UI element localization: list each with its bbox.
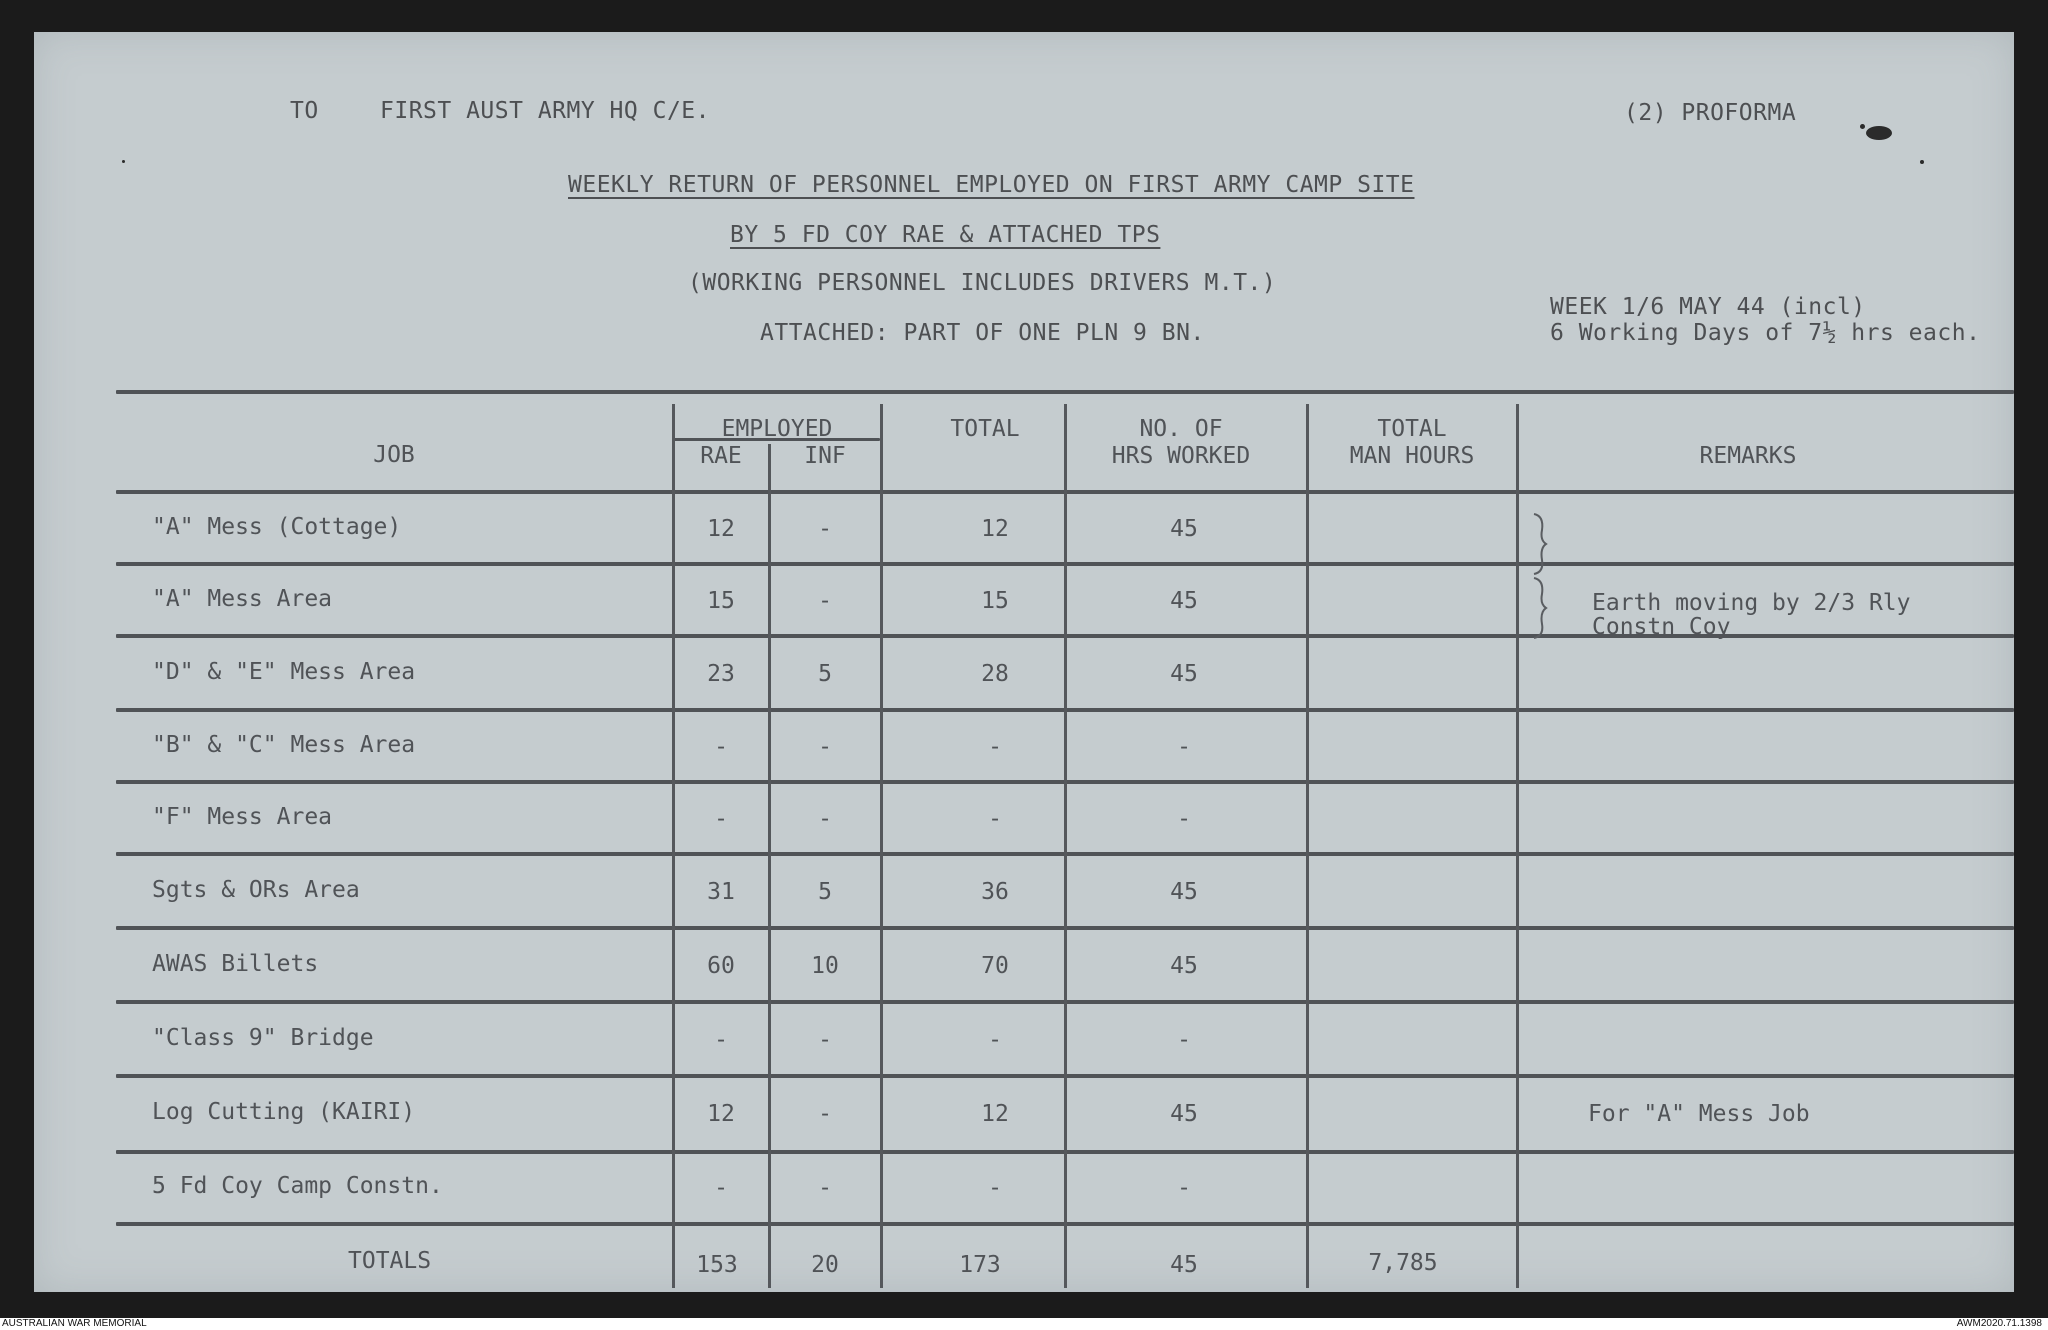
document-title: WEEKLY RETURN OF PERSONNEL EMPLOYED ON FIRST ARMY CAMP SITE [568,172,1415,198]
totals-rae: 153 [696,1252,738,1278]
week-label: WEEK 1/6 MAY 44 (incl) [1550,294,1866,320]
header-employed: EMPLOYED [721,416,833,442]
header-man-line1: TOTAL [1377,416,1447,442]
job-cell: Sgts & ORs Area [152,877,360,903]
rae-cell: - [714,806,728,832]
header-man-line2: MAN HOURS [1349,443,1475,469]
document-note: (WORKING PERSONNEL INCLUDES DRIVERS M.T.) [688,270,1277,296]
hrs-cell: - [1177,734,1191,760]
total-cell: 28 [981,661,1009,687]
rae-cell: 31 [707,879,735,905]
job-cell: "A" Mess Area [152,586,333,612]
table-top-rule [116,390,2014,394]
total-cell: 36 [981,879,1009,905]
header-hrs-line1: NO. OF [1139,416,1223,442]
job-cell: "D" & "E" Mess Area [152,659,416,685]
total-cell: 12 [981,516,1009,542]
remark-earth-line2: Constn Coy [1592,614,1731,640]
rae-cell: 60 [707,953,735,979]
job-cell: "B" & "C" Mess Area [152,732,416,758]
rae-cell: 12 [707,1101,735,1127]
rae-cell: - [714,734,728,760]
document-subtitle: BY 5 FD COY RAE & ATTACHED TPS [730,222,1161,248]
hrs-cell: - [1177,1175,1191,1201]
header-hrs-line2: HRS WORKED [1111,443,1251,469]
total-cell: 70 [981,953,1009,979]
column-divider [880,404,883,1288]
job-cell: 5 Fd Coy Camp Constn. [152,1173,443,1199]
inf-cell: 5 [818,661,832,687]
inf-cell: - [818,1175,832,1201]
footer-accession: AWM2020.71.1398 [1956,1318,2042,1329]
header-rae: RAE [700,443,742,469]
hrs-cell: 45 [1170,516,1198,542]
job-cell: "Class 9" Bridge [152,1025,374,1051]
brace-icon [1530,510,1554,644]
ink-speck [1920,160,1924,164]
inf-cell: - [818,588,832,614]
rae-cell: 12 [707,516,735,542]
job-cell: Log Cutting (KAIRI) [152,1099,416,1125]
inf-cell: - [818,1027,832,1053]
remark-earth-line1: Earth moving by 2/3 Rly [1592,590,1911,616]
total-cell: - [988,734,1002,760]
total-cell: 15 [981,588,1009,614]
remark-log: For "A" Mess Job [1588,1101,1810,1127]
rae-cell: - [714,1027,728,1053]
footer-strip [0,1318,2048,1330]
header-remarks: REMARKS [1699,443,1797,469]
totals-inf: 20 [811,1252,839,1278]
job-cell: "F" Mess Area [152,804,333,830]
hrs-cell: 45 [1170,588,1198,614]
total-cell: 12 [981,1101,1009,1127]
hrs-cell: - [1177,1027,1191,1053]
rae-cell: 23 [707,661,735,687]
inf-cell: - [818,1101,832,1127]
column-divider [1306,404,1309,1288]
header-job: JOB [373,442,415,468]
hrs-cell: 45 [1170,1101,1198,1127]
hrs-cell: 45 [1170,879,1198,905]
total-cell: - [988,806,1002,832]
ink-blot [1866,126,1892,140]
total-cell: - [988,1027,1002,1053]
rae-cell: - [714,1175,728,1201]
inf-cell: - [818,806,832,832]
ink-speck [122,160,125,163]
inf-cell: - [818,734,832,760]
inf-cell: - [818,516,832,542]
inf-cell: 5 [818,879,832,905]
column-divider [1516,404,1519,1288]
hrs-cell: 45 [1170,661,1198,687]
to-label: TO [290,98,319,124]
to-value: FIRST AUST ARMY HQ C/E. [380,98,710,124]
totals-label: TOTALS [348,1248,432,1274]
job-cell: AWAS Billets [152,951,319,977]
totals-total: 173 [959,1252,1001,1278]
hrs-cell: - [1177,806,1191,832]
footer-credit: AUSTRALIAN WAR MEMORIAL [2,1318,147,1329]
column-divider [768,444,771,1288]
job-cell: "A" Mess (Cottage) [152,514,402,540]
header-total: TOTAL [950,416,1020,442]
attached-note: ATTACHED: PART OF ONE PLN 9 BN. [760,320,1205,346]
header-inf: INF [804,443,846,469]
ink-speck [1860,124,1865,129]
working-days-label: 6 Working Days of 7½ hrs each. [1550,320,1981,346]
total-cell: - [988,1175,1002,1201]
proforma-label: (2) PROFORMA [1624,100,1797,126]
rae-cell: 15 [707,588,735,614]
totals-man-hours: 7,785 [1368,1250,1438,1276]
totals-hrs: 45 [1170,1252,1198,1278]
inf-cell: 10 [811,953,839,979]
hrs-cell: 45 [1170,953,1198,979]
